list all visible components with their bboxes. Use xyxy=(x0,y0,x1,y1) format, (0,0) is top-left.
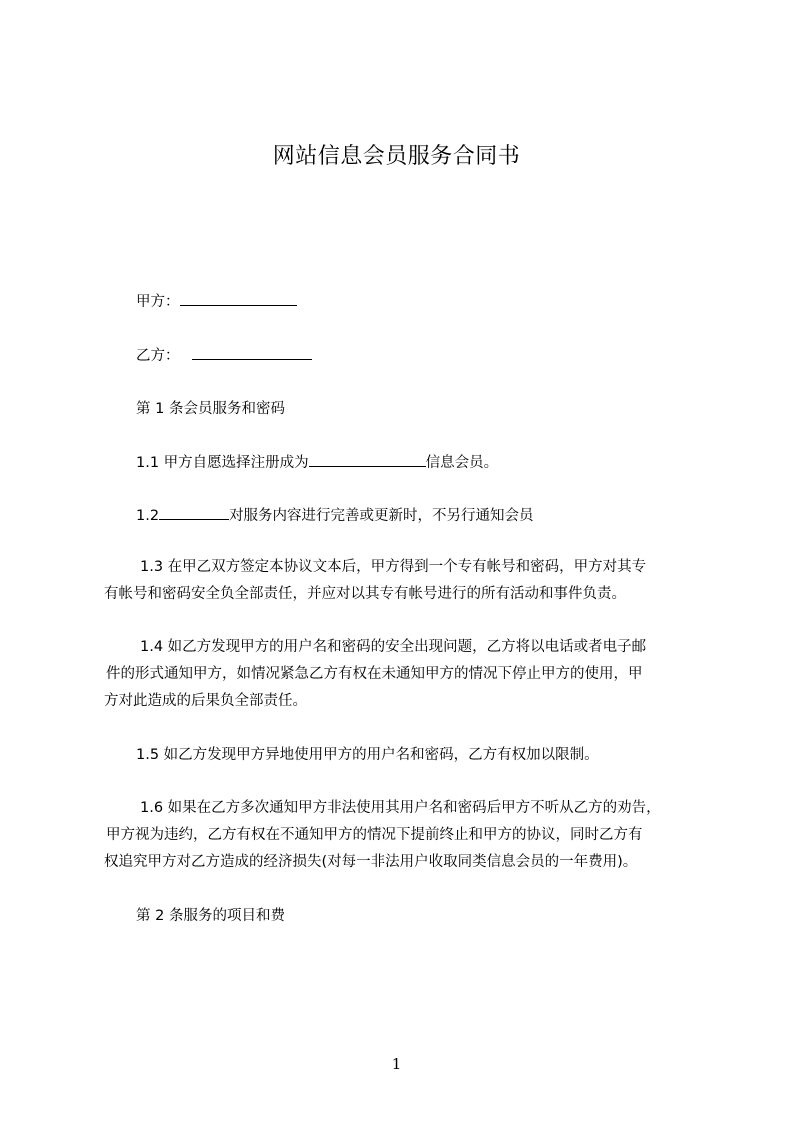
clause-1-1-text: 1.1 甲方自愿选择注册成为 xyxy=(136,455,309,471)
article-2-heading: 第 2 条服务的项目和费 xyxy=(136,908,285,924)
clause-1-2 xyxy=(136,505,534,526)
clause-1-3-line-1: 1.3 在甲乙双方签定本协议文本后，甲方得到一个专有帐号和密码，甲方对其专 xyxy=(140,559,647,575)
clause-1-4-line-1: 1.4 如乙方发现甲方的用户名和密码的安全出现问题，乙方将以电话或者电子邮 xyxy=(140,639,647,655)
clause-1-2-text: 对服务内容进行完善或更新时，不另行通知会员 xyxy=(229,508,534,524)
party-b-blank xyxy=(192,345,312,360)
document-title: 网站信息会员服务合同书 xyxy=(272,144,521,169)
party-b-label: 乙方： xyxy=(136,348,180,364)
clause-1-5: 1.5 如乙方发现甲方异地使用甲方的用户名和密码，乙方有权加以限制。 xyxy=(136,747,599,763)
clause-1-6-line-1: 1.6 如果在乙方多次通知甲方非法使用其用户名和密码后甲方不听从乙方的劝告， xyxy=(140,800,661,816)
clause-1-2-number: 1.2 xyxy=(136,508,160,524)
clause-1-2-blank xyxy=(159,505,229,520)
clause-1-6-line-2: 甲方视为违约，乙方有权在不通知甲方的情况下提前终止和甲方的协议，同时乙方有 xyxy=(106,827,643,843)
clause-1-1-suffix: 信息会员。 xyxy=(425,455,499,471)
clause-1-1-blank xyxy=(309,452,426,467)
clause-1-6-line-3: 权追究甲方对乙方造成的经济损失(对每一非法用户收取同类信息会员的一年费用)。 xyxy=(104,854,638,870)
clause-1-3-line-2: 有帐号和密码安全负全部责任，并应对以其专有帐号进行的所有活动和事件负责。 xyxy=(104,586,626,602)
clause-1-4-line-3: 方对此造成的后果负全部责任。 xyxy=(104,693,307,709)
party-a-label: 甲方： xyxy=(136,294,180,310)
article-1-heading: 第 1 条会员服务和密码 xyxy=(136,401,285,417)
clause-1-4-line-2: 件的形式通知甲方，如情况紧急乙方有权在未通知甲方的情况下停止甲方的使用，甲 xyxy=(106,666,643,682)
party-a-line xyxy=(136,291,297,312)
party-b-line xyxy=(136,345,312,366)
party-a-blank xyxy=(180,291,297,306)
clause-1-1 xyxy=(136,452,498,473)
page-number: 1 xyxy=(391,1055,402,1073)
